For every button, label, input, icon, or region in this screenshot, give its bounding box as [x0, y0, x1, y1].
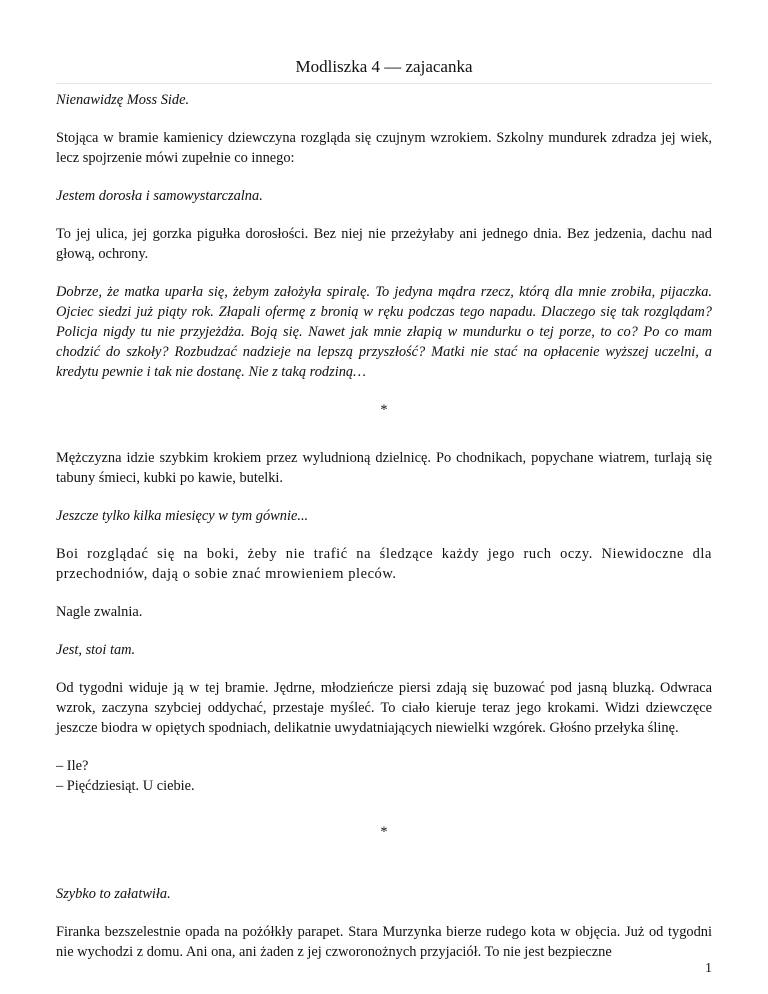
paragraph: Szybko to załatwiła.	[56, 886, 171, 902]
paragraph: Od tygodni widuje ją w tej bramie. Jędrne, młodzieńcze piersi zdają się buzować pod jasną bluzką. Odwraca wzrok, zaczyna szybciej oddychać, przestaje myśleć. To ciało kieruje teraz jego krokami. Widzi dziewczęce jeszcze biodra w opiętych spodniach, delikatnie uwydatniających niewielki wzgórek. Głośno przełyka ślinę.	[56, 680, 712, 736]
paragraph: Nienawidzę Moss Side.	[56, 92, 190, 108]
paragraph: Jestem dorosła i samowystarczalna.	[56, 188, 263, 204]
page-number: 1	[705, 961, 712, 976]
paragraph: Dobrze, że matka uparła się, żebym założyła spiralę. To jedyna mądra rzecz, którą dla mnie zrobiła, pijaczka. Ojciec siedzi już piąty rok. Złapali ofermę z bronią w ręku podczas tego napadu. Dlaczego się tak rozglądam? Policja nigdy tu nie przyjeżdża. Boją się. Nawet jak mnie złapią w mundurku o tej porze, to co? Po co mam chodzić do szkoły? Rozbudzać nadzieje na lepszą przyszłość? Matki nie stać na opłacenie wyższej uczelni, a kredytu pewnie i tak nie dostanę. Nie z taką rodziną…	[56, 284, 712, 380]
paragraph: To jej ulica, jej gorzka pigułka dorosłości. Bez niej nie przeżyłaby ani jednego dnia. Bez jedzenia, dachu nad głową, ochrony.	[56, 226, 712, 262]
page-title: Modliszka 4 — zajacanka	[295, 57, 473, 76]
dialogue-line: – Ile?	[56, 758, 89, 774]
section-separator: *	[380, 402, 388, 418]
dialogue-line: – Pięćdziesiąt. U ciebie.	[56, 778, 195, 794]
paragraph: Firanka bezszelestnie opada na pożółkły parapet. Stara Murzynka bierze rudego kota w objęcia. Już od tygodni nie wychodzi z domu. Ani ona, ani żaden z jej czworonożnych przyjaciół. To nie jest bezpieczne	[56, 924, 712, 960]
paragraph: Boi rozglądać się na boki, żeby nie trafić na śledzące każdy jego ruch oczy. Niewidoczne dla przechodniów, dają o sobie znać mrowieniem pleców.	[56, 546, 712, 582]
paragraph: Nagle zwalnia.	[56, 604, 143, 620]
document-body	[56, 90, 712, 980]
title-divider	[56, 83, 712, 84]
paragraph: Mężczyzna idzie szybkim krokiem przez wyludnioną dzielnicę. Po chodnikach, popychane wiatrem, turlają się tabuny śmieci, kubki po kawie, butelki.	[56, 450, 712, 486]
section-separator: *	[380, 824, 388, 840]
paragraph: Stojąca w bramie kamienicy dziewczyna rozgląda się czujnym wzrokiem. Szkolny mundurek zdradza jej wiek, lecz spojrzenie mówi zupełnie co innego:	[56, 130, 712, 166]
paragraph: Jest, stoi tam.	[56, 642, 136, 658]
paragraph: Jeszcze tylko kilka miesięcy w tym gównie...	[56, 508, 309, 524]
